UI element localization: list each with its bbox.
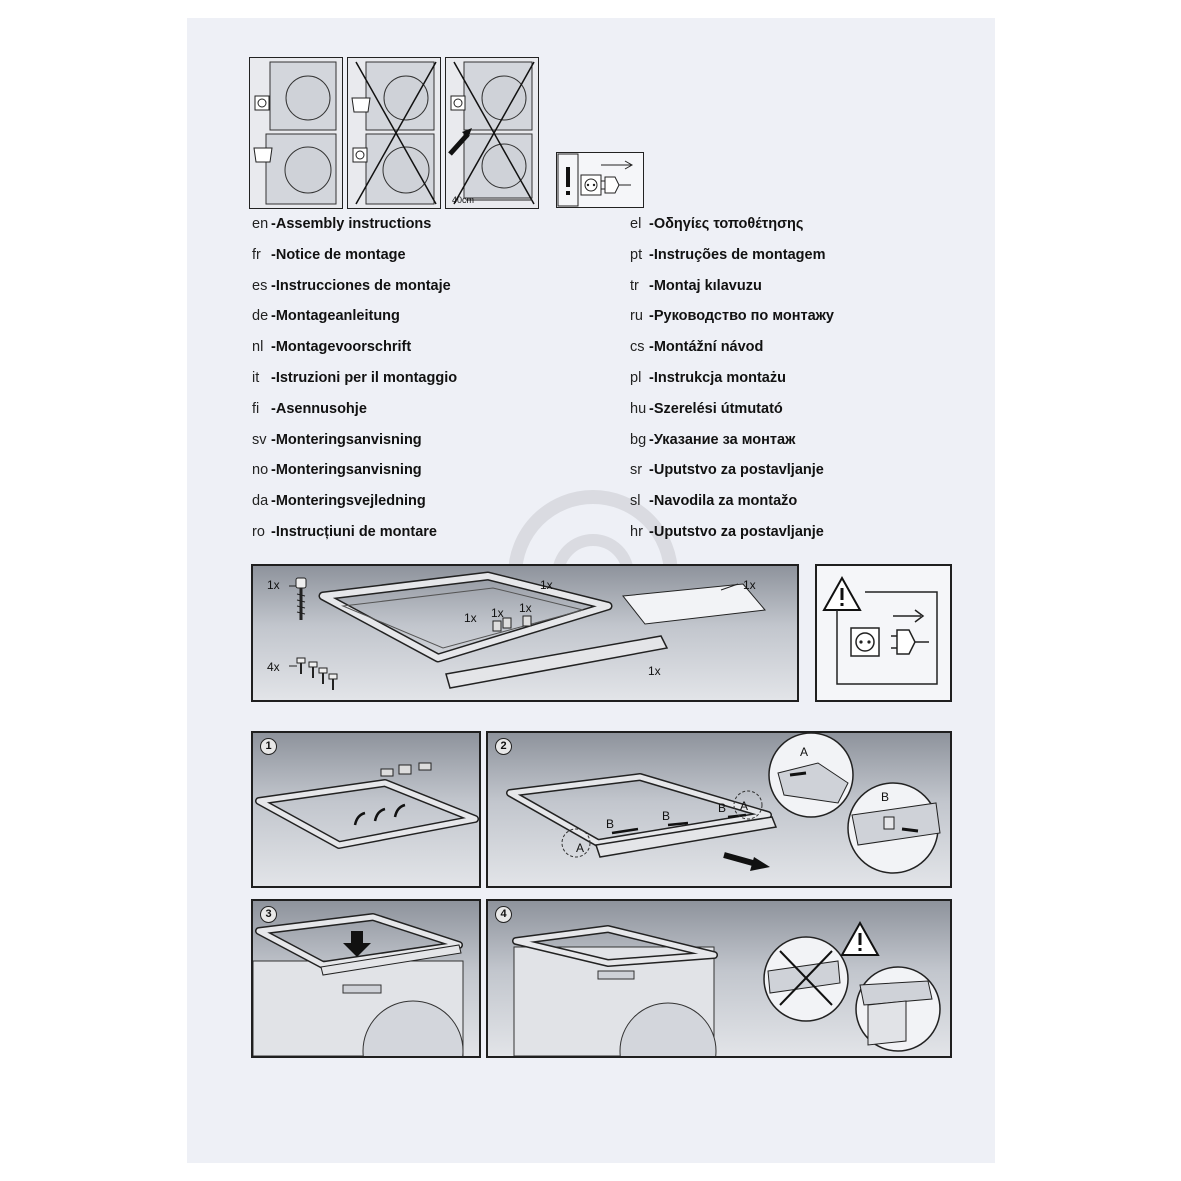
language-title: Instrucciones de montaje	[275, 277, 451, 294]
language-title: Руководство по монтажу	[653, 308, 834, 325]
socket-icon	[851, 628, 879, 656]
language-separator: -	[649, 431, 654, 448]
washer-symbol-icon	[254, 148, 272, 162]
language-code: sl	[630, 493, 641, 510]
language-code: hu	[630, 400, 647, 417]
language-code: nl	[252, 339, 264, 356]
stack-allowed-figure	[249, 57, 343, 209]
language-row-nl	[252, 337, 411, 357]
language-title: Uputstvo za postavljanje	[653, 462, 824, 479]
step-2-number: 2	[495, 738, 512, 755]
callout-b-label: B	[881, 790, 890, 804]
language-code: sr	[630, 462, 643, 479]
marker-b-3: B	[718, 801, 727, 815]
language-separator: -	[271, 308, 276, 325]
language-row-bg	[630, 430, 795, 450]
marker-b-1: B	[606, 817, 615, 831]
warning-exclamation-icon	[566, 167, 570, 187]
language-code: no	[252, 462, 269, 479]
language-code: cs	[630, 339, 645, 356]
language-code: pl	[630, 370, 642, 386]
step-3-number: 3	[260, 906, 277, 923]
step-3-panel	[251, 899, 481, 1058]
callout-a-label: A	[800, 745, 809, 759]
screws-icon	[297, 658, 337, 690]
stack-unsecured-figure	[445, 57, 539, 209]
language-code: it	[252, 370, 260, 386]
language-separator: -	[271, 462, 276, 479]
bolt-qty: 1x	[267, 578, 280, 592]
socket-icon	[581, 175, 601, 195]
unplug-warning-box	[815, 564, 952, 702]
language-title: Monteringsvejledning	[275, 493, 426, 510]
plug-icon	[605, 177, 619, 193]
down-arrow-icon	[351, 931, 363, 943]
frame-qty: 1x	[540, 578, 553, 592]
language-title: Instrukcja montażu	[653, 370, 786, 386]
language-row-hu	[630, 399, 783, 419]
language-separator: -	[649, 339, 654, 356]
language-separator: -	[271, 216, 276, 232]
language-separator: -	[649, 370, 654, 386]
language-row-fi	[252, 399, 367, 419]
language-separator: -	[271, 524, 276, 540]
language-row-ru	[630, 306, 834, 326]
marker-b-2: B	[662, 809, 671, 823]
language-title: Notice de montage	[275, 246, 406, 263]
language-title: Montageanleitung	[275, 308, 400, 325]
language-row-da	[252, 491, 426, 511]
language-row-pt	[630, 245, 825, 265]
language-code: de	[252, 308, 269, 325]
language-row-sr	[630, 460, 824, 480]
manual-qty: 1x	[743, 578, 756, 592]
stack-wrong-order-figure	[347, 57, 441, 209]
language-title: Istruzioni per il montaggio	[275, 370, 458, 386]
step-1-panel	[251, 731, 481, 888]
language-title: Navodila za montažo	[653, 493, 798, 510]
language-title: Montážní návod	[653, 339, 764, 356]
language-title: Instruções de montagem	[653, 246, 826, 263]
clip-qty-c: 1x	[519, 601, 532, 615]
language-title: Montaj kılavuzu	[653, 277, 762, 294]
language-row-ro	[252, 522, 437, 542]
language-title: Szerelési útmutató	[653, 400, 783, 417]
language-code: el	[630, 216, 642, 232]
language-row-cs	[630, 337, 763, 357]
language-separator: -	[649, 277, 654, 294]
language-separator: -	[649, 216, 654, 232]
step-4-panel	[486, 899, 952, 1058]
language-row-no	[252, 460, 422, 480]
language-code: ru	[630, 308, 643, 325]
language-title: Asennusohje	[275, 400, 367, 417]
language-code: en	[252, 216, 269, 232]
language-separator: -	[271, 246, 276, 263]
screws-qty: 4x	[267, 660, 280, 674]
language-title: Οδηγίες τοποθέτησης	[653, 216, 804, 232]
marker-a-right: A	[740, 799, 749, 813]
language-row-tr	[630, 276, 762, 296]
language-code: fr	[252, 246, 261, 263]
language-row-pl	[630, 368, 786, 388]
language-separator: -	[649, 493, 654, 510]
marker-a-left: A	[576, 841, 585, 855]
language-separator: -	[649, 524, 654, 540]
language-separator: -	[649, 308, 654, 325]
language-title: Assembly instructions	[275, 216, 432, 232]
unplug-warning-figure	[556, 152, 644, 208]
language-code: es	[252, 277, 268, 294]
language-title: Uputstvo za postavljanje	[653, 524, 824, 540]
language-row-fr	[252, 245, 406, 265]
language-separator: -	[271, 431, 276, 448]
front-panel-qty: 1x	[648, 664, 661, 678]
distance-label: 40cm	[452, 195, 475, 205]
language-row-hr	[630, 522, 824, 542]
language-separator: -	[271, 277, 276, 294]
language-separator: -	[271, 370, 276, 386]
language-code: hr	[630, 524, 643, 540]
dryer-symbol-icon	[255, 96, 269, 110]
language-separator: -	[271, 493, 276, 510]
language-row-es	[252, 276, 451, 296]
language-title: Instrucțiuni de montare	[275, 524, 437, 540]
language-list-left	[252, 214, 612, 544]
language-code: ro	[252, 524, 265, 540]
language-row-sv	[252, 430, 422, 450]
step-2-panel	[486, 731, 952, 888]
language-separator: -	[649, 462, 654, 479]
insert-arrow-icon	[355, 813, 365, 825]
clip-qty-b: 1x	[491, 606, 504, 620]
language-title: Указание за монтаж	[653, 431, 796, 448]
language-code: sv	[252, 431, 267, 448]
bolt-icon	[296, 578, 306, 620]
language-title: Monteringsanvisning	[275, 431, 422, 448]
language-code: fi	[252, 400, 260, 417]
language-list-right	[630, 214, 960, 544]
language-row-it	[252, 368, 457, 388]
language-separator: -	[271, 400, 276, 417]
language-row-el	[630, 214, 803, 234]
language-code: pt	[630, 246, 643, 263]
language-title: Montagevoorschrift	[275, 339, 412, 356]
language-separator: -	[649, 400, 654, 417]
plug-icon	[897, 630, 915, 654]
language-title: Monteringsanvisning	[275, 462, 422, 479]
language-separator: -	[271, 339, 276, 356]
language-row-en	[252, 214, 431, 234]
language-row-sl	[630, 491, 797, 511]
language-code: bg	[630, 431, 647, 448]
language-code: tr	[630, 277, 639, 294]
step-1-number: 1	[260, 738, 277, 755]
language-row-de	[252, 306, 400, 326]
language-code: da	[252, 493, 269, 510]
language-separator: -	[649, 246, 654, 263]
step-4-number: 4	[495, 906, 512, 923]
parts-panel	[251, 564, 799, 702]
clip-qty-a: 1x	[464, 611, 477, 625]
